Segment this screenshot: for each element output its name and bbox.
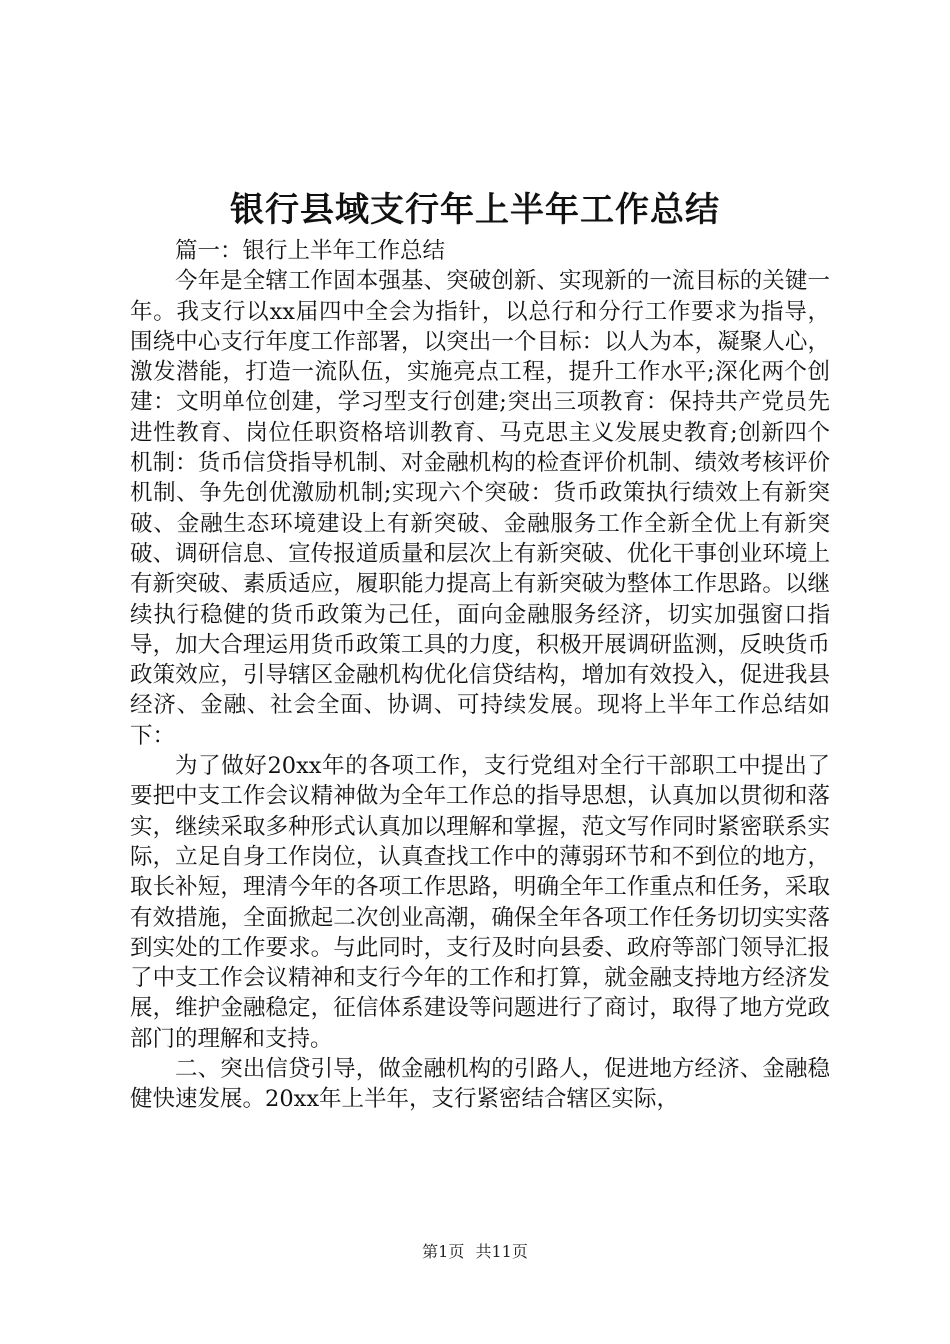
page-footer [0,1240,950,1264]
section-heading: 篇一：银行上半年工作总结 [175,238,446,264]
body-paragraph: 二、突出信贷引导，做金融机构的引路人，促进地方经济、金融稳健快速发展。20xx年上半年，支行紧密结合辖区实际， [130,1056,830,1113]
page-total: 共11页 [475,1242,528,1261]
document-body [130,236,830,1115]
body-paragraph: 今年是全辖工作固本强基、突破创新、实现新的一流目标的关键一年。我支行以xx届四中全会为指针，以总行和分行工作要求为指导，围绕中心支行年度工作部署，以突出一个目标：以人为本，凝聚人心，激发潜能，打造一流队伍，实施亮点工程，提升工作水平;深化两个创建：文明单位创建，学习型支行创建;突出三项教育：保持共产党员先进性教育、岗位任职资格培训教育、马克思主义发展史教育;创新四个机制：货币信贷指导机制、对金融机构的检查评价机制、绩效考核评价机制、争先创优激励机制;实现六个突破：货币政策执行绩效上有新突破、金融生态环境建设上有新突破、金融服务工作全新全优上有新突破、调研信息、宣传报道质量和层次上有新突破、优化干事创业环境上有新突破、素质适应，履职能力提高上有新突破为整体工作思路。以继续执行稳健的货币政策为己任，面向金融服务经济，切实加强窗口指导，加大合理运用货币政策工具的力度，积极开展调研监测，反映货币政策效应，引导辖区金融机构优化信贷结构，增加有效投入，促进我县经济、金融、社会全面、协调、可持续发展。现将上半年工作总结如下： [130,268,830,749]
document-title: 银行县域支行年上半年工作总结 [230,190,720,230]
page-number: 第1页 [422,1242,465,1261]
body-paragraph: 为了做好20xx年的各项工作，支行党组对全行干部职工中提出了要把中支工作会议精神做为全年工作总的指导思想，认真加以贯彻和落实，继续采取多种形式认真加以理解和掌握，范文写作同时紧密联系实际，立足自身工作岗位，认真查找工作中的薄弱环节和不到位的地方，取长补短，理清今年的各项工作思路，明确全年工作重点和任务，采取有效措施，全面掀起二次创业高潮，确保全年各项工作任务切切实实落到实处的工作要求。与此同时，支行及时向县委、政府等部门领导汇报了中支工作会议精神和支行今年的工作和打算，就金融支持地方经济发展，维护金融稳定，征信体系建设等问题进行了商讨，取得了地方党政部门的理解和支持。 [130,753,830,1052]
